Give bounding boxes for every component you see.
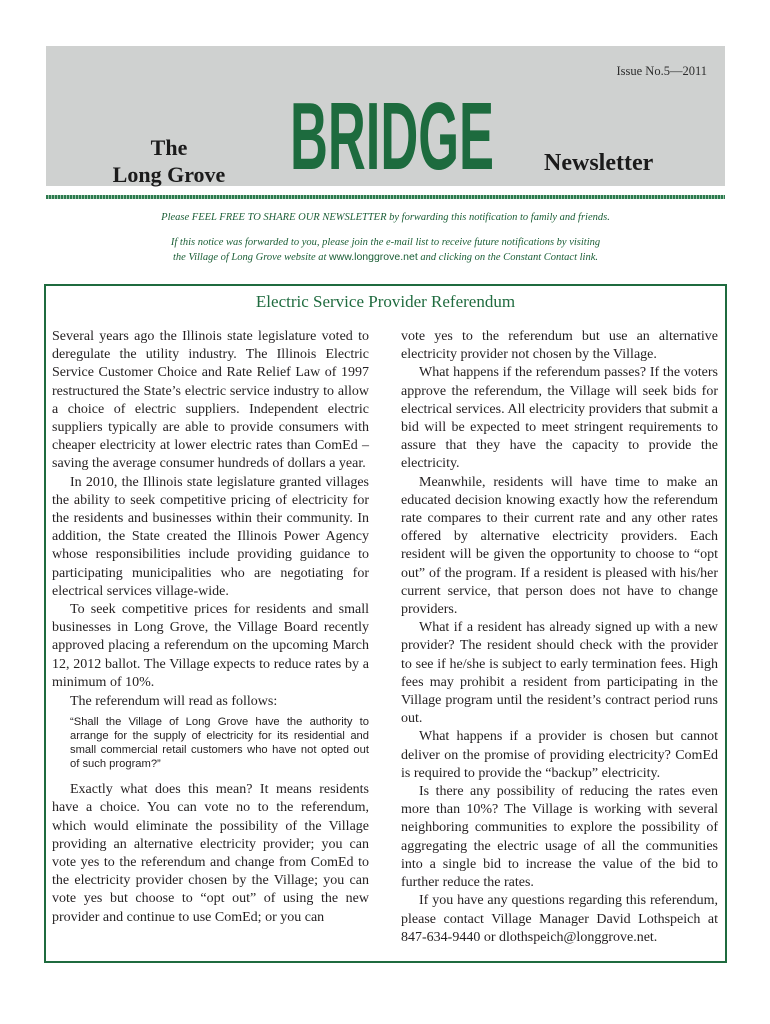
long-grove-label: Long Grove: [112, 162, 226, 187]
paragraph: vote yes to the referendum but use an alternative electricity provider not chosen by the Village.: [401, 329, 718, 363]
newsletter-label: Newsletter: [544, 150, 654, 176]
paragraph: Meanwhile, residents will have time to make an educated decision knowing exactly how the referendum rate compares to their current rate and any other rates offered by alternative electricity providers. Each resident will be given the opportunity to choose to “opt out” of the program. If a resident is pleased with his/her current service, that person does not have to change providers.: [401, 474, 718, 618]
article-frame: [44, 284, 727, 963]
issue-number: Issue No.5—2011: [616, 64, 707, 78]
website-link[interactable]: www.longgrove.net: [329, 251, 418, 263]
subscribe-notice-line1: If this notice was forwarded to you, please join the e-mail list to receive future notifications by visiting: [170, 237, 601, 248]
bridge-logo: [252, 45, 532, 191]
left-column: [52, 328, 369, 927]
masthead: [46, 46, 725, 191]
paragraph: Exactly what does this mean? It means residents have a choice. You can vote no to the referendum, which would eliminate the possibility of the Village providing an alternative electricity provider; you can vote yes to the referendum and change from ComEd to the electricity provider chosen by the Village; you can vote yes but choose to “opt out” of using the new provider and continue to use ComEd; or you can: [52, 782, 369, 925]
paragraph: Several years ago the Illinois state legislature voted to deregulate the utility industry. The Illinois Electric Service Customer Choice and Rate Relief Law of 1997 restructured the State’s electric service industry to allow a choice of electric suppliers. Independent electric suppliers typically are able to provide consumers with cheaper electricity at lower electric rates than ComEd –saving the average consumer hundreds of dollars a year.: [52, 329, 369, 472]
article-title: Electric Service Provider Referendum: [255, 292, 516, 311]
paragraph: In 2010, the Illinois state legislature granted villages the ability to seek competitive pricing of electricity for the residents and businesses within their community. In addition, the State created the Illinois Power Agency whose responsibilities include providing guidance to participating municipalities who are negotiating for electrical services village-wide.: [52, 474, 369, 599]
paragraph: What if a resident has already signed up with a new provider? The resident should check with the provider to see if he/she is subject to early termination fees. High fees may prohibit a resident from participating in the Village program until the resident’s contract period runs out.: [401, 620, 718, 727]
paragraph: If you have any questions regarding this referendum, please contact Village Manager David Lothspeich at 847-634-9440 or dlothspeich@longgrove.net.: [401, 893, 718, 945]
paragraph: What happens if a provider is chosen but cannot deliver on the promise of providing electricity? ComEd is required to provide the “backup” electricity.: [401, 729, 718, 781]
subscribe-notice-line2: the Village of Long Grove website at www.longgrove.net and clicking on the Constant Contact link.: [173, 251, 598, 263]
paragraph: The referendum will read as follows:: [70, 694, 278, 710]
paragraph: Is there any possibility of reducing the rates even more than 10%? The Village is working with several neighboring communities to explore the possibility of aggregating the electric usage of all the communities into a single bid to increase the value of the bid to further reduce the rates.: [401, 784, 718, 891]
long-grove-title: [104, 134, 234, 188]
the-label: The: [150, 135, 188, 160]
bridge-logo-text: BRIDGE: [289, 83, 495, 191]
right-column: [401, 328, 718, 947]
header-rule: [46, 195, 725, 199]
referendum-quote: “Shall the Village of Long Grove have the authority to arrange for the supply of electricity for its residential and small commercial retail customers who have not opted out of such program?”: [70, 716, 369, 771]
paragraph: What happens if the referendum passes? If the voters approve the referendum, the Village will seek bids for electrical services. All electricity providers that submit a bid will be expected to meet stringent requirements to assure that they have the capacity to provide the electricity.: [401, 365, 718, 472]
paragraph: To seek competitive prices for residents and small businesses in Long Grove, the Village Board recently approved placing a referendum on the upcoming March 12, 2012 ballot. The Village expects to reduce rates by a minimum of 10%.: [52, 602, 369, 690]
share-notice: Please FEEL FREE TO SHARE OUR NEWSLETTER by forwarding this notification to family and friends.: [161, 212, 610, 223]
